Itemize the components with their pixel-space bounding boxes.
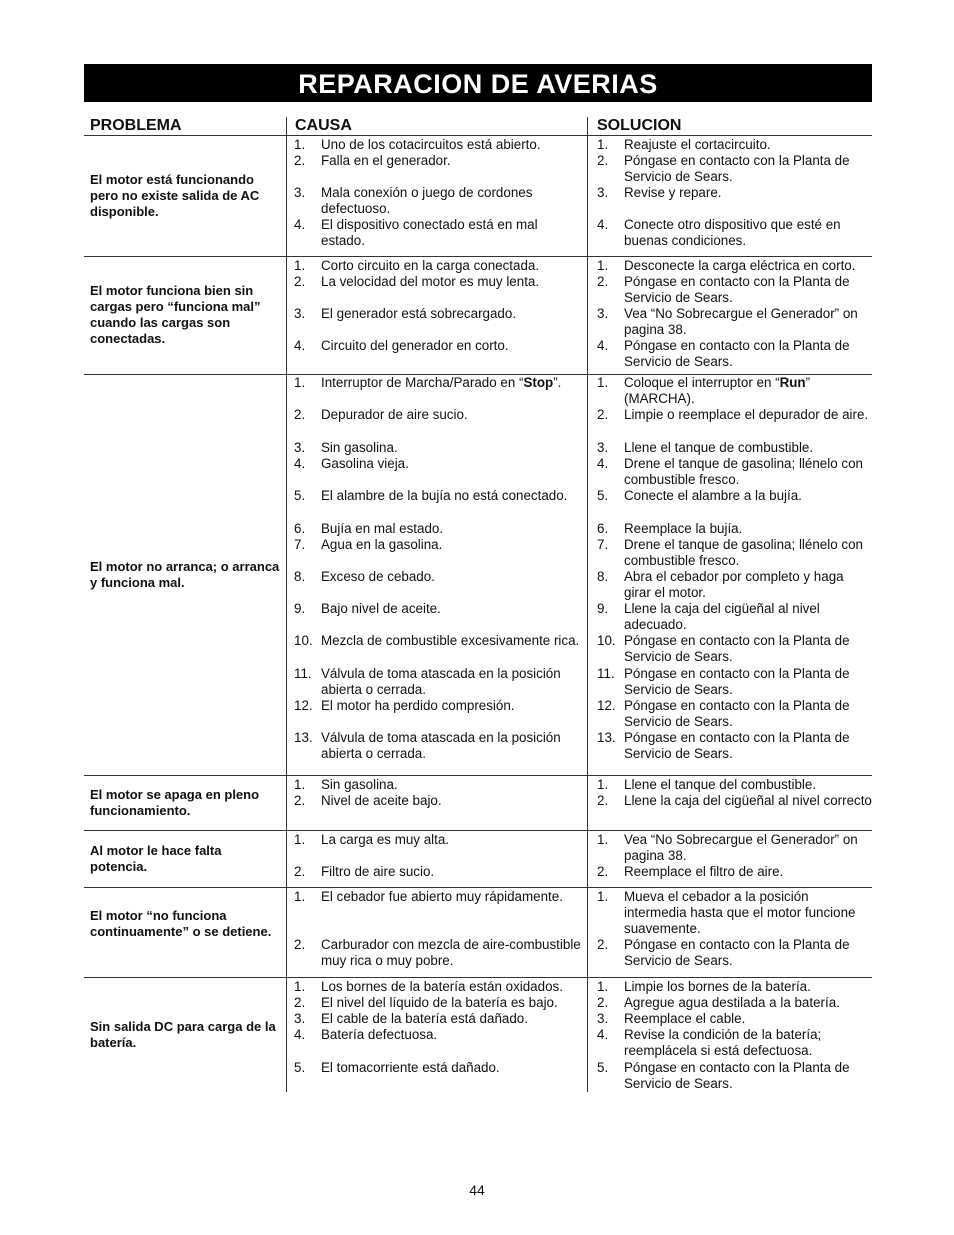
column-divider	[286, 117, 287, 1092]
sol-text-segment: Reemplace la bujía.	[624, 521, 743, 536]
sol-number: 2.	[597, 793, 609, 808]
cause-text-segment: Corto circuito en la carga conectada.	[321, 258, 540, 273]
cause-text	[321, 730, 583, 762]
row-divider	[84, 256, 872, 257]
cause-number: 3.	[294, 185, 306, 200]
cause-text	[321, 137, 583, 153]
cause-text-segment: Uno de los cotacircuitos está abierto.	[321, 137, 541, 152]
sol-text	[624, 456, 873, 488]
cause-text-segment: Agua en la gasolina.	[321, 537, 443, 552]
cause-text	[321, 633, 583, 649]
cause-text-segment: La carga es muy alta.	[321, 832, 450, 847]
cause-text	[321, 375, 583, 391]
sol-text-segment: Llene el tanque del combustible.	[624, 777, 817, 792]
cause-text-segment: El motor ha perdido compresión.	[321, 698, 515, 713]
sol-number: 5.	[597, 1060, 609, 1075]
cause-number: 5.	[294, 488, 306, 503]
row-divider	[84, 135, 872, 136]
sol-text	[624, 258, 873, 274]
sol-text-segment: Póngase en contacto con la Planta de Servicio de Sears.	[624, 274, 850, 306]
cause-number: 2.	[294, 407, 306, 422]
cause-text-segment: Sin gasolina.	[321, 777, 398, 792]
cause-text	[321, 995, 583, 1011]
cause-text	[321, 889, 583, 905]
sol-number: 3.	[597, 1011, 609, 1026]
sol-text	[624, 185, 873, 201]
sol-text	[624, 375, 873, 407]
cause-text-segment: Batería defectuosa.	[321, 1027, 438, 1042]
cause-number: 4.	[294, 217, 306, 232]
cause-text-segment: El cebador fue abierto muy rápidamente.	[321, 889, 563, 904]
sol-text	[624, 153, 873, 185]
sol-number: 8.	[597, 569, 609, 584]
sol-text	[624, 793, 873, 809]
sol-text-segment: Reemplace el filtro de aire.	[624, 864, 784, 879]
sol-text	[624, 633, 873, 665]
cause-number: 1.	[294, 832, 306, 847]
cause-text	[321, 456, 583, 472]
cause-number: 4.	[294, 338, 306, 353]
sol-text	[624, 537, 873, 569]
problem-text: El motor se apaga en pleno funcionamiento.	[90, 787, 260, 818]
cause-number: 2.	[294, 153, 306, 168]
cause-number: 3.	[294, 1011, 306, 1026]
cause-text-segment: Los bornes de la batería están oxidados.	[321, 979, 563, 994]
cause-text-segment: Exceso de cebado.	[321, 569, 435, 584]
sol-number: 5.	[597, 488, 609, 503]
sol-text-segment: Agregue agua destilada a la batería.	[624, 995, 840, 1010]
sol-text	[624, 832, 873, 864]
cause-number: 1.	[294, 375, 306, 390]
sol-text	[624, 1027, 873, 1059]
cause-text-segment: Circuito del generador en corto.	[321, 338, 509, 353]
cause-text-segment: Falla en el generador.	[321, 153, 451, 168]
cause-text	[321, 407, 583, 423]
cause-text-segment: Sin gasolina.	[321, 440, 398, 455]
cause-text-segment: El cable de la batería está dañado.	[321, 1011, 528, 1026]
cause-number: 1.	[294, 979, 306, 994]
cause-number: 8.	[294, 569, 306, 584]
sol-text	[624, 440, 873, 456]
cause-text	[321, 1060, 583, 1076]
cause-number: 2.	[294, 995, 306, 1010]
sol-text	[624, 217, 873, 249]
sol-text	[624, 864, 873, 880]
sol-number: 11.	[597, 666, 615, 681]
cause-text	[321, 666, 583, 698]
row-divider	[84, 977, 872, 978]
row-divider	[84, 887, 872, 888]
cause-text	[321, 937, 583, 969]
sol-emphasis: Run	[779, 375, 806, 390]
column-header-solution: SOLUCION	[597, 117, 682, 134]
cause-text-segment: El tomacorriente está dañado.	[321, 1060, 500, 1075]
page-title: REPARACION DE AVERIAS	[84, 64, 872, 102]
sol-text	[624, 666, 873, 698]
cause-text-segment: El dispositivo conectado está en mal estado.	[321, 217, 538, 249]
cause-number: 5.	[294, 1060, 306, 1075]
cause-text	[321, 793, 583, 809]
sol-text-segment: Póngase en contacto con la Planta de Servicio de Sears.	[624, 153, 850, 185]
cause-number: 2.	[294, 793, 306, 808]
row-divider	[84, 830, 872, 831]
sol-text-segment: Llene la caja del cigüeñal al nivel correcto	[624, 793, 872, 808]
sol-number: 2.	[597, 937, 609, 952]
cause-number: 6.	[294, 521, 306, 536]
sol-text-segment: Póngase en contacto con la Planta de Servicio de Sears.	[624, 937, 850, 969]
sol-number: 1.	[597, 979, 609, 994]
sol-number: 13.	[597, 730, 616, 745]
cause-text	[321, 338, 583, 354]
cause-text-segment: El alambre de la bujía no está conectado.	[321, 488, 568, 503]
cause-text	[321, 601, 583, 617]
sol-number: 1.	[597, 777, 609, 792]
sol-text	[624, 995, 873, 1011]
cause-text-segment: El generador está sobrecargado.	[321, 306, 517, 321]
cause-text-segment: El nivel del líquido de la batería es bajo.	[321, 995, 558, 1010]
cause-text	[321, 217, 583, 249]
sol-number: 4.	[597, 338, 609, 353]
sol-number: 4.	[597, 456, 609, 471]
cause-number: 7.	[294, 537, 306, 552]
sol-text-segment: Conecte otro dispositivo que esté en buenas condiciones.	[624, 217, 841, 249]
cause-text	[321, 864, 583, 880]
problem-text: El motor “no funciona continuamente” o se detiene.	[90, 908, 272, 939]
sol-text-segment: Reajuste el cortacircuito.	[624, 137, 771, 152]
sol-number: 7.	[597, 537, 609, 552]
cause-text	[321, 185, 583, 217]
sol-number: 1.	[597, 258, 609, 273]
cause-text	[321, 1027, 583, 1043]
cause-number: 3.	[294, 306, 306, 321]
sol-text-segment: Revise la condición de la batería; reemplácela si está defectuosa.	[624, 1027, 822, 1059]
sol-number: 10.	[597, 633, 616, 648]
cause-text	[321, 306, 583, 322]
cause-number: 1.	[294, 137, 306, 152]
sol-text	[624, 569, 873, 601]
sol-text	[624, 1011, 873, 1027]
sol-text-segment: Desconecte la carga eléctrica en corto.	[624, 258, 856, 273]
sol-text	[624, 521, 873, 537]
sol-number: 2.	[597, 274, 609, 289]
sol-number: 6.	[597, 521, 609, 536]
sol-number: 9.	[597, 601, 609, 616]
cause-text	[321, 440, 583, 456]
sol-text-segment: Revise y repare.	[624, 185, 722, 200]
sol-text-segment: Drene el tanque de gasolina; llénelo con combustible fresco.	[624, 456, 863, 488]
cause-text	[321, 832, 583, 848]
sol-text-segment: Llene el tanque de combustible.	[624, 440, 814, 455]
sol-text-segment: Vea “No Sobrecargue el Generador” on pagina 38.	[624, 832, 858, 864]
sol-number: 1.	[597, 889, 609, 904]
row-divider	[84, 775, 872, 776]
sol-number: 4.	[597, 1027, 609, 1042]
sol-text	[624, 777, 873, 793]
sol-number: 1.	[597, 375, 609, 390]
sol-text-segment: Conecte el alambre a la bujía.	[624, 488, 802, 503]
sol-text	[624, 137, 873, 153]
cause-number: 1.	[294, 258, 306, 273]
page-number: 44	[469, 1182, 485, 1198]
cause-text	[321, 979, 583, 995]
cause-text-segment: Válvula de toma atascada en la posición abierta o cerrada.	[321, 666, 561, 698]
cause-number: 12.	[294, 698, 313, 713]
cause-text-segment: La velocidad del motor es muy lenta.	[321, 274, 540, 289]
cause-number: 2.	[294, 937, 306, 952]
cause-text-segment: ”.	[553, 375, 562, 390]
problem-text: Al motor le hace falta potencia.	[90, 843, 222, 874]
sol-text	[624, 488, 873, 504]
cause-text-segment: Depurador de aire sucio.	[321, 407, 468, 422]
sol-number: 2.	[597, 995, 609, 1010]
sol-text	[624, 698, 873, 730]
cause-number: 3.	[294, 440, 306, 455]
sol-text	[624, 979, 873, 995]
cause-number: 1.	[294, 889, 306, 904]
sol-text	[624, 306, 873, 338]
cause-number: 9.	[294, 601, 306, 616]
problem-text: El motor está funcionando pero no existe salida de AC disponible.	[90, 172, 260, 219]
cause-number: 4.	[294, 456, 306, 471]
sol-text-segment: Vea “No Sobrecargue el Generador” on pagina 38.	[624, 306, 858, 338]
cause-number: 10.	[294, 633, 313, 648]
sol-text-segment: Limpie los bornes de la batería.	[624, 979, 811, 994]
cause-text	[321, 537, 583, 553]
sol-number: 3.	[597, 440, 609, 455]
sol-text-segment: Póngase en contacto con la Planta de Servicio de Sears.	[624, 730, 850, 762]
column-divider	[587, 117, 588, 1092]
cause-number: 2.	[294, 274, 306, 289]
cause-text-segment: Bajo nivel de aceite.	[321, 601, 441, 616]
cause-text	[321, 274, 583, 290]
cause-text	[321, 258, 583, 274]
sol-text	[624, 338, 873, 370]
sol-text	[624, 730, 873, 762]
cause-text	[321, 153, 583, 169]
cause-emphasis: Stop	[523, 375, 554, 390]
sol-text	[624, 889, 873, 938]
sol-text-segment: Abra el cebador por completo y haga girar el motor.	[624, 569, 844, 601]
sol-text	[624, 601, 873, 633]
cause-number: 1.	[294, 777, 306, 792]
cause-text-segment: Carburador con mezcla de aire-combustible muy rica o muy pobre.	[321, 937, 581, 969]
cause-text	[321, 698, 583, 714]
sol-number: 2.	[597, 153, 609, 168]
sol-number: 1.	[597, 137, 609, 152]
sol-text-segment: Llene la caja del cigüeñal al nivel adecuado.	[624, 601, 820, 633]
sol-number: 2.	[597, 864, 609, 879]
sol-text-segment: Póngase en contacto con la Planta de Servicio de Sears.	[624, 338, 850, 370]
problem-text: Sin salida DC para carga de la batería.	[90, 1019, 276, 1050]
sol-text	[624, 1060, 873, 1092]
sol-text	[624, 937, 873, 969]
sol-text	[624, 407, 873, 423]
sol-number: 2.	[597, 407, 609, 422]
cause-text	[321, 1011, 583, 1027]
cause-text-segment: Mala conexión o juego de cordones defectuoso.	[321, 185, 533, 217]
sol-text-segment: ” (MARCHA).	[624, 375, 811, 407]
sol-number: 1.	[597, 832, 609, 847]
cause-text-segment: Nivel de aceite bajo.	[321, 793, 442, 808]
sol-number: 3.	[597, 185, 609, 200]
sol-text-segment: Reemplace el cable.	[624, 1011, 746, 1026]
cause-text	[321, 488, 583, 504]
sol-number: 4.	[597, 217, 609, 232]
cause-text-segment: Filtro de aire sucio.	[321, 864, 435, 879]
column-header-cause: CAUSA	[295, 117, 352, 134]
cause-text-segment: Bujía en mal estado.	[321, 521, 444, 536]
column-header-problem: PROBLEMA	[90, 117, 182, 134]
problem-text: El motor funciona bien sin cargas pero “funciona mal” cuando las cargas son conectadas.	[90, 283, 261, 346]
cause-text	[321, 569, 583, 585]
cause-number: 4.	[294, 1027, 306, 1042]
sol-text-segment: Póngase en contacto con la Planta de Servicio de Sears.	[624, 1060, 850, 1092]
sol-text-segment: Póngase en contacto con la Planta de Servicio de Sears.	[624, 633, 850, 665]
cause-text	[321, 777, 583, 793]
sol-number: 12.	[597, 698, 616, 713]
cause-text-segment: Interruptor de Marcha/Parado en “	[321, 375, 524, 390]
cause-text-segment: Gasolina vieja.	[321, 456, 409, 471]
sol-text-segment: Coloque el interruptor en “	[624, 375, 780, 390]
sol-text-segment: Póngase en contacto con la Planta de Servicio de Sears.	[624, 666, 850, 698]
sol-number: 3.	[597, 306, 609, 321]
sol-text-segment: Drene el tanque de gasolina; llénelo con combustible fresco.	[624, 537, 863, 569]
cause-text-segment: Válvula de toma atascada en la posición abierta o cerrada.	[321, 730, 561, 762]
cause-number: 11.	[294, 666, 312, 681]
problem-text: El motor no arranca; o arranca y funciona mal.	[90, 559, 280, 590]
cause-number: 13.	[294, 730, 313, 745]
sol-text-segment: Mueva el cebador a la posición intermedia hasta que el motor funcione suavemente.	[624, 889, 856, 937]
sol-text-segment: Limpie o reemplace el depurador de aire.	[624, 407, 869, 422]
sol-text	[624, 274, 873, 306]
cause-number: 2.	[294, 864, 306, 879]
cause-text	[321, 521, 583, 537]
cause-text-segment: Mezcla de combustible excesivamente rica.	[321, 633, 580, 648]
sol-text-segment: Póngase en contacto con la Planta de Servicio de Sears.	[624, 698, 850, 730]
